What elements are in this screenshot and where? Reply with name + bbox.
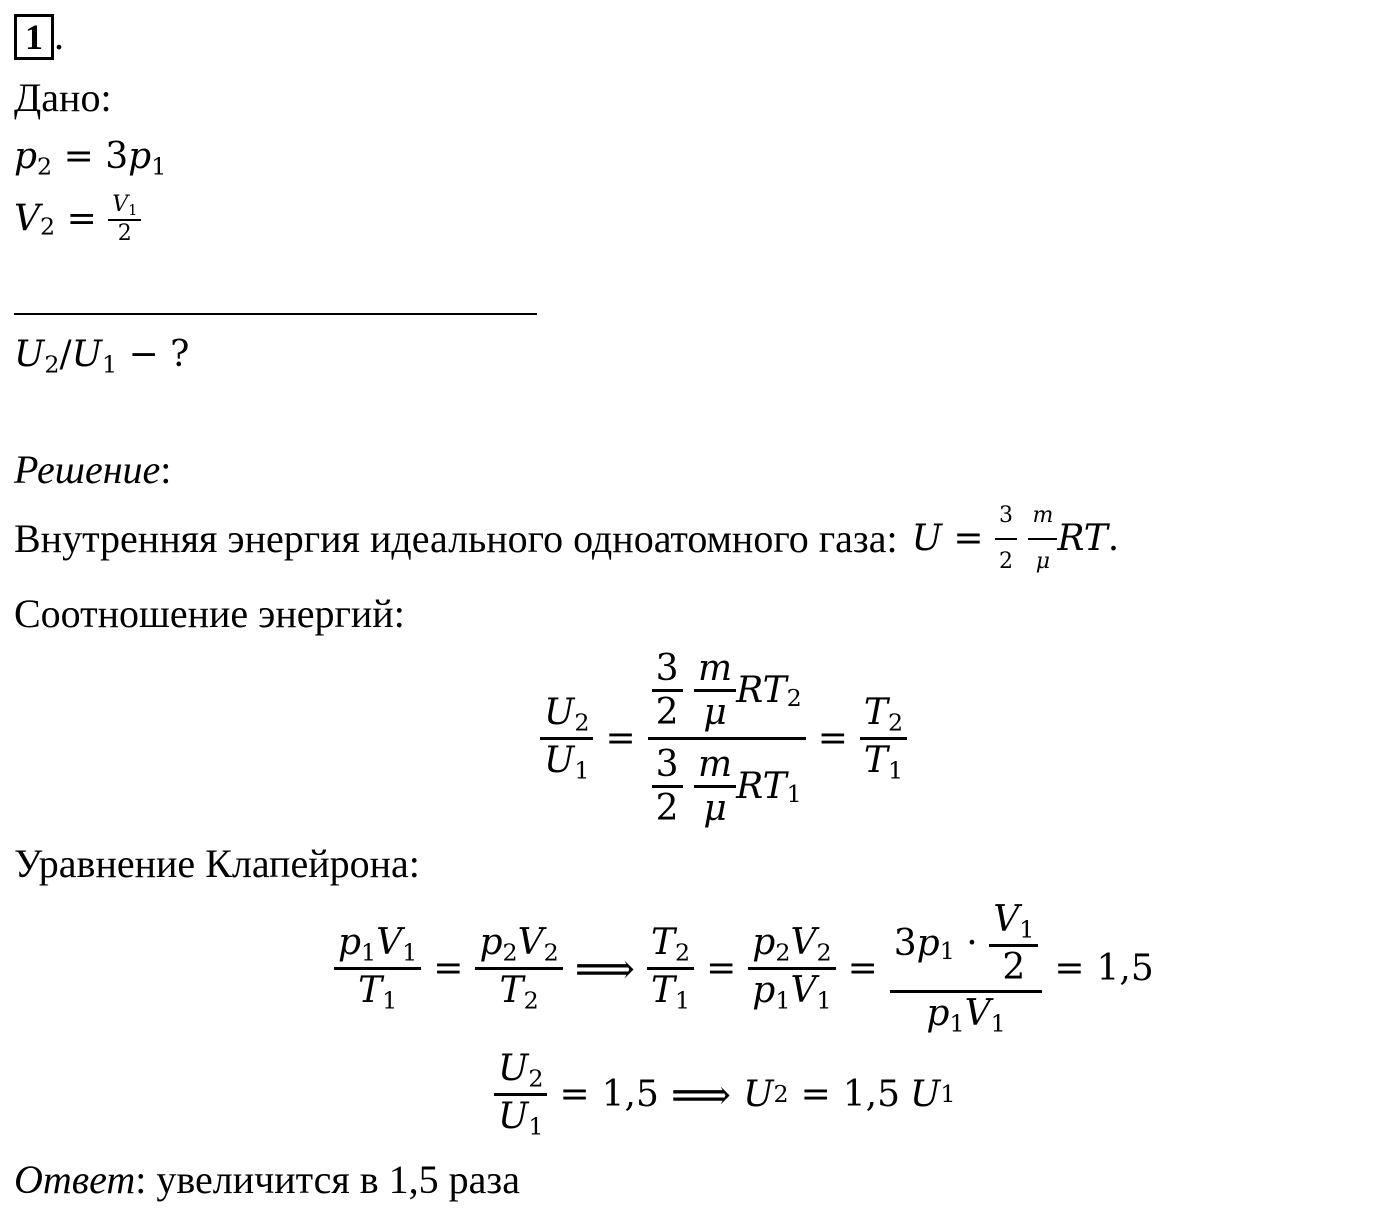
energy-ratio-label: Соотношение энергий: xyxy=(14,591,405,636)
implies-arrow-icon: ⟹ xyxy=(670,1069,732,1119)
frac-numerator: m xyxy=(1028,494,1057,540)
result-value: 1,5 xyxy=(1096,947,1154,989)
frac-numerator: 3 xyxy=(652,648,683,692)
frac-numerator: 3 xyxy=(652,744,683,788)
subscript: 1 xyxy=(675,986,691,1015)
rt-term: RT xyxy=(736,669,787,711)
v-symbol: V xyxy=(964,992,991,1034)
u2-symbol: U xyxy=(14,334,45,375)
answer-colon: : xyxy=(135,1157,147,1202)
equals-sign: = xyxy=(953,518,984,559)
subscript: 1 xyxy=(382,986,398,1015)
frac-denominator: 2 xyxy=(117,221,132,247)
t1-subscript: 1 xyxy=(786,779,802,808)
t-symbol: T xyxy=(650,969,675,1011)
equals-sign: = xyxy=(706,947,737,989)
p1-subscript: 1 xyxy=(151,152,167,181)
frac-denominator: U xyxy=(498,1095,529,1137)
frac-numerator-subscript: 2 xyxy=(887,708,904,737)
internal-energy-formula xyxy=(912,494,1120,584)
rt-term: RT xyxy=(736,765,787,807)
frac-numerator: 3 xyxy=(995,494,1017,540)
t-symbol: T xyxy=(358,969,383,1011)
equals-sign: = xyxy=(63,136,94,177)
v2-subscript: 2 xyxy=(40,212,56,241)
p-symbol: p xyxy=(338,921,362,963)
frac-numerator: m xyxy=(694,648,736,692)
equals-sign: = xyxy=(847,947,878,989)
equals-sign: = xyxy=(433,947,464,989)
frac-denominator: 2 xyxy=(655,691,679,733)
given-divider-line xyxy=(14,313,537,315)
rt-term: RT xyxy=(1057,518,1108,559)
subscript: 2 xyxy=(675,938,691,967)
equals-sign: = xyxy=(800,1073,831,1115)
subscript: 1 xyxy=(361,938,377,967)
p2-subscript: 2 xyxy=(37,152,53,181)
frac-denominator: μ xyxy=(703,691,727,733)
equals-sign: = xyxy=(605,717,636,759)
question-mark: − ? xyxy=(128,334,190,375)
t-symbol: T xyxy=(650,921,675,963)
frac-denominator: μ xyxy=(703,787,727,829)
solution-label-colon: : xyxy=(160,447,172,492)
p-symbol: p xyxy=(916,922,940,964)
t2-over-t1-fraction xyxy=(647,922,694,1014)
m-over-mu-fraction xyxy=(694,744,736,829)
v-symbol: V xyxy=(993,898,1020,940)
clapeyron-formula xyxy=(334,898,1154,1038)
energy-ratio-formula xyxy=(540,648,907,828)
internal-energy-line xyxy=(14,497,1119,581)
frac-numerator: T xyxy=(863,691,888,733)
subscript: 1 xyxy=(816,986,832,1015)
subscript: 1 xyxy=(940,1080,956,1108)
problem-number xyxy=(14,14,64,60)
frac-numerator-subscript: 1 xyxy=(128,203,138,220)
subscript: 1 xyxy=(939,936,955,965)
p-symbol: p xyxy=(926,992,950,1034)
p2v2-over-t2-fraction xyxy=(475,922,562,1014)
final-formula xyxy=(494,1044,956,1144)
equals-sign: = xyxy=(817,717,848,759)
p-symbol: p xyxy=(752,969,776,1011)
subscript: 1 xyxy=(990,1009,1006,1038)
period: . xyxy=(1107,518,1120,559)
t-symbol: T xyxy=(499,969,524,1011)
compound-energy-fraction xyxy=(648,648,806,829)
v1-over-2-fraction xyxy=(108,192,141,246)
p2-symbol: p xyxy=(14,136,38,177)
three-halves-fraction xyxy=(995,494,1017,584)
ratio-value: 1,5 xyxy=(601,1073,659,1115)
subscript: 1 xyxy=(1019,915,1035,944)
frac-denominator: 2 xyxy=(998,549,1013,574)
problem-number-dot: . xyxy=(54,13,64,58)
subscript: 2 xyxy=(773,1080,789,1108)
find-expression xyxy=(14,334,189,379)
problem-number-box: 1 xyxy=(14,14,54,60)
substituted-fraction xyxy=(890,899,1043,1037)
t2-subscript: 2 xyxy=(786,683,802,712)
frac-denominator-subscript: 1 xyxy=(887,756,904,785)
given-p2-equation xyxy=(14,136,166,181)
frac-denominator: μ xyxy=(1035,549,1051,574)
v-symbol: V xyxy=(517,921,544,963)
u2-subscript: 2 xyxy=(44,350,60,379)
subscript: 1 xyxy=(402,938,418,967)
answer-text: увеличится в 1,5 раза xyxy=(156,1157,520,1202)
frac-numerator: V xyxy=(112,192,129,217)
subscript: 2 xyxy=(543,938,559,967)
frac-numerator: U xyxy=(544,691,575,733)
frac-denominator: 2 xyxy=(1002,946,1026,988)
frac-denominator: 2 xyxy=(655,787,679,829)
subscript: 1 xyxy=(775,986,791,1015)
given-v2-equation xyxy=(14,192,141,246)
u1-subscript: 1 xyxy=(101,350,118,379)
p-symbol: p xyxy=(752,921,776,963)
frac-numerator-subscript: 2 xyxy=(574,708,590,737)
slash: / xyxy=(59,334,72,375)
subscript: 1 xyxy=(528,1112,544,1141)
subscript: 2 xyxy=(528,1064,544,1093)
t2-over-t1-fraction xyxy=(860,692,907,784)
answer-line xyxy=(14,1158,520,1202)
v-symbol: V xyxy=(376,921,403,963)
clapeyron-label: Уравнение Клапейрона: xyxy=(14,841,420,886)
p-symbol: p xyxy=(479,921,503,963)
multiply-dot: · xyxy=(966,922,978,964)
p2v2-over-p1v1-fraction xyxy=(748,922,835,1014)
u1-symbol: U xyxy=(71,334,102,375)
p1-symbol: p xyxy=(128,136,152,177)
solution-label-word: Решение xyxy=(14,447,161,492)
frac-denominator-subscript: 1 xyxy=(574,756,590,785)
coefficient: 3 xyxy=(893,922,917,964)
equals-sign: = xyxy=(559,1073,590,1115)
u2-over-u1-fraction xyxy=(494,1048,547,1140)
coefficient: 1,5 xyxy=(842,1073,901,1115)
frac-denominator: T xyxy=(863,739,888,781)
subscript: 2 xyxy=(775,938,791,967)
u2-symbol: U xyxy=(743,1073,774,1115)
u2-over-u1-fraction xyxy=(540,692,593,784)
subscript: 2 xyxy=(502,938,518,967)
u1-symbol: U xyxy=(910,1073,941,1115)
subscript: 2 xyxy=(816,938,832,967)
p1v1-over-t1-fraction xyxy=(334,922,421,1014)
implies-arrow-icon: ⟹ xyxy=(574,943,635,993)
given-label: Дано: xyxy=(14,75,112,120)
subscript: 2 xyxy=(523,986,539,1015)
u-symbol: U xyxy=(911,518,942,559)
solution-label xyxy=(14,448,171,492)
equals-sign: = xyxy=(66,198,97,240)
frac-denominator: U xyxy=(544,739,575,781)
m-over-mu-fraction xyxy=(1028,494,1057,584)
m-over-mu-fraction xyxy=(694,648,736,733)
v2-symbol: V xyxy=(14,198,40,240)
internal-energy-text: Внутренняя энергия идеального одноатомного газа: xyxy=(14,516,898,561)
v1-over-2-fraction xyxy=(989,899,1038,988)
coefficient: 3 xyxy=(105,136,129,177)
three-halves-fraction xyxy=(652,744,683,829)
frac-numerator: U xyxy=(498,1047,529,1089)
subscript: 1 xyxy=(949,1009,965,1038)
equals-sign: = xyxy=(1054,947,1085,989)
three-halves-fraction xyxy=(652,648,683,733)
frac-numerator: m xyxy=(694,744,736,788)
v-symbol: V xyxy=(790,969,817,1011)
answer-label: Ответ xyxy=(14,1157,136,1202)
v-symbol: V xyxy=(790,921,817,963)
